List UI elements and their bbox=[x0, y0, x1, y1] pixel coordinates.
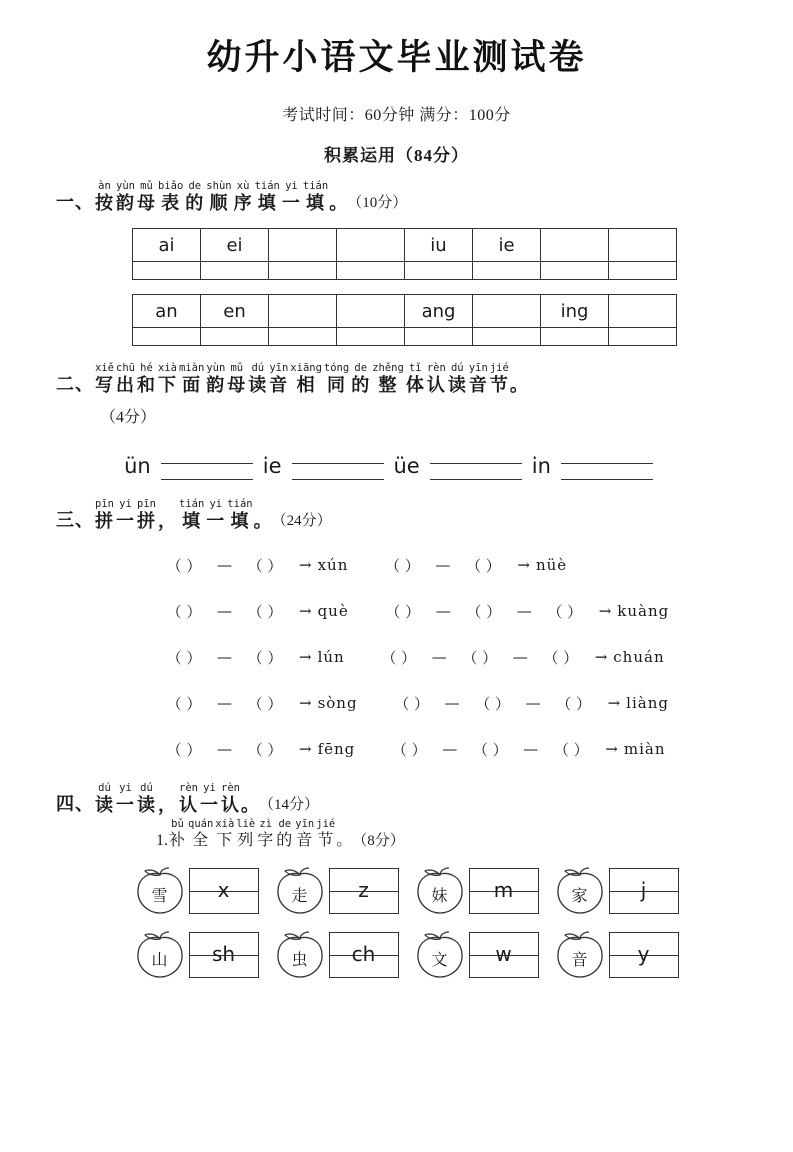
question-1 bbox=[0, 180, 793, 346]
table-cell[interactable] bbox=[473, 328, 541, 346]
question-3-period: 。 bbox=[253, 511, 272, 531]
apple-answer-pair bbox=[131, 866, 259, 916]
pinyin: de bbox=[278, 818, 292, 830]
table-cell[interactable] bbox=[337, 295, 405, 328]
question-3-rows bbox=[56, 542, 753, 772]
dash: — bbox=[217, 694, 232, 712]
apple-answer-pair bbox=[271, 866, 399, 916]
hanzi: 拼 bbox=[95, 511, 114, 531]
hanzi: 读 bbox=[248, 375, 268, 395]
hanzi: 韵 bbox=[206, 375, 226, 395]
pinyin: xiāng bbox=[290, 362, 322, 374]
spelling-row bbox=[156, 680, 753, 726]
question-1-number: 一、 bbox=[56, 192, 94, 212]
page-title: 幼升小语文毕业测试卷 bbox=[206, 37, 587, 78]
hanzi: 填 bbox=[182, 511, 202, 531]
dash: — bbox=[217, 648, 232, 666]
answer-box[interactable] bbox=[469, 932, 539, 978]
vowel-table-2 bbox=[132, 294, 677, 346]
hanzi: 的 bbox=[185, 193, 205, 213]
arrow-icon: → bbox=[607, 694, 621, 712]
table-cell[interactable] bbox=[405, 328, 473, 346]
apple-character: 妹 bbox=[431, 887, 448, 905]
question-1-ruby-text bbox=[94, 180, 329, 214]
hanzi: ， bbox=[158, 511, 177, 531]
apple-character: 家 bbox=[571, 887, 588, 905]
question-2-number: 二、 bbox=[56, 374, 94, 394]
pinyin: yùn bbox=[116, 180, 135, 192]
arrow-icon: → bbox=[605, 740, 618, 758]
blank-paren[interactable]: （ ） bbox=[556, 694, 591, 713]
question-3-heading bbox=[56, 498, 753, 532]
pinyin: yi bbox=[209, 498, 223, 510]
hanzi: 按 bbox=[95, 193, 114, 213]
table-cell[interactable]: ai bbox=[133, 229, 201, 262]
hanzi: 填 bbox=[306, 193, 326, 213]
pinyin: de bbox=[354, 362, 368, 374]
answer-box[interactable] bbox=[329, 932, 399, 978]
hanzi: 顺 bbox=[209, 193, 229, 213]
answer-box[interactable] bbox=[609, 868, 679, 914]
apple-answer-pair bbox=[411, 866, 539, 916]
pinyin: shùn bbox=[206, 180, 232, 192]
blank-paren[interactable]: （ ） bbox=[466, 602, 502, 621]
blank-paren[interactable]: （ ） bbox=[384, 556, 420, 575]
table-cell[interactable]: ang bbox=[405, 295, 473, 328]
pinyin: mǔ bbox=[140, 180, 153, 192]
question-4 bbox=[0, 782, 793, 980]
hanzi: 一 bbox=[281, 193, 301, 213]
hanzi: 一 bbox=[200, 795, 219, 815]
pinyin: rèn bbox=[221, 782, 240, 794]
pinyin: tóng bbox=[323, 362, 350, 374]
apple-character: 走 bbox=[291, 887, 308, 905]
apple-character: 音 bbox=[571, 951, 588, 969]
hanzi: 全 bbox=[192, 832, 210, 849]
pinyin: chū bbox=[116, 362, 135, 374]
table-cell[interactable] bbox=[201, 328, 269, 346]
apple-answer-pair bbox=[551, 930, 679, 980]
hanzi: 认 bbox=[179, 795, 198, 815]
answer-box[interactable] bbox=[329, 868, 399, 914]
hanzi: 同 bbox=[327, 375, 347, 395]
table-cell[interactable]: ei bbox=[201, 229, 269, 262]
dash: — bbox=[435, 602, 451, 620]
hanzi: 列 bbox=[237, 832, 255, 849]
apple-icon bbox=[131, 930, 189, 980]
apple-answer-pair bbox=[411, 930, 539, 980]
answer-blank[interactable] bbox=[161, 449, 253, 480]
table-row bbox=[133, 262, 677, 280]
table-cell[interactable] bbox=[133, 328, 201, 346]
question-3-score: （24分） bbox=[271, 513, 332, 529]
arrow-icon: → bbox=[299, 556, 312, 574]
question-4-score: （14分） bbox=[259, 797, 320, 813]
dash: — bbox=[435, 556, 451, 574]
pinyin: xià bbox=[158, 362, 177, 374]
pinyin: dú bbox=[98, 782, 111, 794]
apple-icon bbox=[551, 930, 609, 980]
apple-row-2 bbox=[56, 930, 753, 980]
table-cell[interactable]: iu bbox=[405, 229, 473, 262]
hanzi: 节 bbox=[317, 832, 335, 849]
answer-text: y bbox=[637, 942, 650, 966]
pinyin: pīn bbox=[95, 498, 114, 510]
sub-question-period: 。 bbox=[336, 832, 353, 849]
blank-paren[interactable]: （ ） bbox=[247, 556, 283, 575]
question-4-number: 四、 bbox=[56, 794, 94, 814]
dash: — bbox=[217, 556, 232, 574]
pinyin: xià bbox=[215, 818, 235, 830]
hanzi: 和 bbox=[137, 375, 156, 395]
sub-question-score: （8分） bbox=[352, 833, 405, 849]
apple-character: 文 bbox=[431, 951, 448, 969]
hanzi: 字 bbox=[257, 832, 275, 849]
hanzi: 面 bbox=[182, 375, 202, 395]
question-2-period: 。 bbox=[509, 375, 528, 395]
pinyin: jié bbox=[489, 362, 509, 374]
hanzi: 读 bbox=[95, 795, 114, 815]
arrow-icon: → bbox=[517, 556, 530, 574]
dash: — bbox=[512, 648, 528, 666]
dash: — bbox=[444, 694, 460, 712]
answer-blank[interactable] bbox=[561, 449, 653, 480]
pinyin: tǐ bbox=[408, 362, 422, 374]
spelling-row bbox=[156, 726, 753, 772]
answer-text: j bbox=[640, 878, 647, 902]
hanzi: 体 bbox=[405, 375, 425, 395]
hanzi: 出 bbox=[116, 375, 135, 395]
table-cell[interactable] bbox=[473, 262, 541, 280]
target-syllable: chuán bbox=[613, 648, 665, 666]
arrow-icon: → bbox=[594, 648, 608, 666]
arrow-icon: → bbox=[299, 648, 312, 666]
pinyin: zhěng bbox=[372, 362, 404, 374]
blank-paren[interactable]: （ ） bbox=[394, 694, 429, 713]
table-cell[interactable]: en bbox=[201, 295, 269, 328]
hanzi: 一 bbox=[116, 511, 135, 531]
question-3-ruby-text bbox=[94, 498, 254, 532]
hanzi: 读 bbox=[137, 795, 156, 815]
hanzi: 写 bbox=[95, 375, 114, 395]
hanzi: 拼 bbox=[137, 511, 156, 531]
pinyin: tián bbox=[227, 498, 253, 510]
answer-text: w bbox=[495, 942, 512, 966]
question-4-period: 。 bbox=[241, 795, 259, 815]
blank-paren[interactable]: （ ） bbox=[381, 648, 417, 667]
apple-icon bbox=[271, 866, 329, 916]
question-2-ruby-text bbox=[94, 362, 510, 396]
table-cell[interactable] bbox=[609, 328, 677, 346]
dash: — bbox=[431, 648, 447, 666]
blank-paren[interactable]: （ ） bbox=[166, 602, 202, 621]
hanzi: 的 bbox=[276, 832, 294, 849]
spelling-row bbox=[156, 542, 753, 588]
table-cell[interactable] bbox=[337, 328, 405, 346]
question-1-period: 。 bbox=[329, 193, 348, 213]
apple-answer-pair bbox=[131, 930, 259, 980]
blank-paren[interactable]: （ ） bbox=[166, 648, 202, 667]
answer-box[interactable] bbox=[189, 932, 259, 978]
apple-character: 虫 bbox=[291, 951, 308, 969]
apple-icon bbox=[411, 930, 469, 980]
hanzi: 读 bbox=[447, 375, 467, 395]
question-4-sub-1-heading bbox=[56, 818, 753, 852]
blank-paren[interactable]: （ ） bbox=[475, 694, 510, 713]
pinyin: mǔ bbox=[230, 362, 244, 374]
hanzi: 填 bbox=[230, 511, 250, 531]
apple-icon bbox=[271, 930, 329, 980]
blank-paren[interactable]: （ ） bbox=[247, 740, 283, 759]
hanzi: 一 bbox=[206, 511, 226, 531]
hanzi: 音 bbox=[296, 832, 314, 849]
question-3-number: 三、 bbox=[56, 510, 94, 530]
answer-box[interactable] bbox=[469, 868, 539, 914]
pinyin: yùn bbox=[206, 362, 226, 374]
dash: — bbox=[523, 740, 539, 758]
dash: — bbox=[516, 602, 532, 620]
table-cell[interactable] bbox=[269, 229, 337, 262]
target-syllable: sòng bbox=[317, 694, 358, 712]
pinyin: dú bbox=[251, 362, 265, 374]
blank-paren[interactable]: （ ） bbox=[553, 740, 589, 759]
table-cell[interactable] bbox=[541, 229, 609, 262]
question-2-heading bbox=[56, 362, 753, 396]
hanzi: 下 bbox=[158, 375, 177, 395]
dash: — bbox=[442, 740, 458, 758]
apple-icon bbox=[551, 866, 609, 916]
apple-answer-pair bbox=[271, 930, 399, 980]
table-cell[interactable] bbox=[473, 295, 541, 328]
answer-text: sh bbox=[211, 942, 236, 966]
hanzi: 填 bbox=[257, 193, 277, 213]
pinyin: dú bbox=[450, 362, 464, 374]
sub-question-index: 1. bbox=[156, 832, 168, 849]
hanzi: 表 bbox=[161, 193, 181, 213]
answer-box[interactable] bbox=[189, 868, 259, 914]
pinyin: xiě bbox=[95, 362, 114, 374]
vowel-label: in bbox=[531, 454, 551, 478]
table-row bbox=[133, 328, 677, 346]
table-cell[interactable] bbox=[541, 262, 609, 280]
pinyin: tián bbox=[302, 180, 329, 192]
target-syllable: lún bbox=[317, 648, 345, 666]
pinyin: yi bbox=[119, 782, 132, 794]
pinyin: dú bbox=[140, 782, 153, 794]
blank-paren[interactable]: （ ） bbox=[465, 556, 501, 575]
hanzi: 相 bbox=[296, 375, 316, 395]
target-syllable: xún bbox=[317, 556, 349, 574]
pinyin: hé bbox=[140, 362, 153, 374]
pinyin: tián bbox=[254, 180, 280, 192]
hanzi: 认 bbox=[221, 795, 240, 815]
pinyin: rèn bbox=[179, 782, 198, 794]
hanzi: 补 bbox=[169, 832, 187, 849]
pinyin: jié bbox=[316, 818, 336, 830]
vowel-label: üe bbox=[393, 454, 420, 478]
pinyin: xù bbox=[236, 180, 250, 192]
vowel-label: ün bbox=[124, 454, 151, 478]
table-cell[interactable] bbox=[269, 295, 337, 328]
hanzi: 母 bbox=[227, 375, 247, 395]
table-cell[interactable] bbox=[609, 262, 677, 280]
question-2-score: （4分） bbox=[100, 409, 157, 426]
apple-icon bbox=[411, 866, 469, 916]
pinyin: quán bbox=[188, 818, 214, 830]
table-cell[interactable]: an bbox=[133, 295, 201, 328]
table-row bbox=[133, 295, 677, 328]
pinyin: yi bbox=[119, 498, 132, 510]
table-row bbox=[133, 229, 677, 262]
blank-paren[interactable]: （ ） bbox=[247, 648, 283, 667]
table-cell[interactable] bbox=[269, 262, 337, 280]
target-syllable: liàng bbox=[626, 694, 669, 712]
hanzi: 节 bbox=[489, 375, 509, 395]
pinyin: miàn bbox=[179, 362, 205, 374]
table-cell[interactable] bbox=[405, 262, 473, 280]
hanzi: 整 bbox=[378, 375, 398, 395]
section-heading: 积累运用（84分） bbox=[324, 146, 469, 165]
target-syllable: kuàng bbox=[617, 602, 670, 620]
blank-paren[interactable]: （ ） bbox=[547, 602, 583, 621]
pinyin: yīn bbox=[269, 362, 289, 374]
table-cell[interactable] bbox=[609, 295, 677, 328]
blank-paren[interactable]: （ ） bbox=[472, 740, 508, 759]
blank-paren[interactable]: （ ） bbox=[462, 648, 498, 667]
exam-info: 考试时间：60分钟 满分：100分 bbox=[282, 107, 511, 124]
answer-text: x bbox=[217, 878, 230, 902]
hanzi: 音 bbox=[269, 375, 289, 395]
answer-box[interactable] bbox=[609, 932, 679, 978]
answer-blank[interactable] bbox=[292, 449, 384, 480]
blank-paren[interactable]: （ ） bbox=[247, 602, 283, 621]
hanzi: 音 bbox=[468, 375, 488, 395]
arrow-icon: → bbox=[299, 602, 312, 620]
blank-paren[interactable]: （ ） bbox=[166, 694, 202, 713]
apple-character: 雪 bbox=[151, 887, 168, 905]
question-2 bbox=[0, 362, 793, 480]
question-4-ruby-text bbox=[94, 782, 241, 816]
pinyin: rèn bbox=[426, 362, 446, 374]
dash: — bbox=[525, 694, 541, 712]
spelling-row bbox=[156, 634, 753, 680]
sub-question-ruby-text bbox=[168, 818, 336, 852]
hanzi: 序 bbox=[233, 193, 253, 213]
table-cell[interactable] bbox=[201, 262, 269, 280]
vowel-table-1 bbox=[132, 228, 677, 280]
apple-icon bbox=[131, 866, 189, 916]
pinyin: biǎo bbox=[158, 180, 184, 192]
table-cell[interactable] bbox=[541, 328, 609, 346]
apple-row-1 bbox=[56, 866, 753, 916]
arrow-icon: → bbox=[598, 602, 612, 620]
question-3 bbox=[0, 498, 793, 772]
table-cell[interactable] bbox=[609, 229, 677, 262]
pinyin: pīn bbox=[137, 498, 156, 510]
pinyin: àn bbox=[98, 180, 111, 192]
pinyin: yi bbox=[203, 782, 216, 794]
target-syllable: què bbox=[317, 602, 349, 620]
pinyin: yīn bbox=[468, 362, 488, 374]
answer-blank[interactable] bbox=[430, 449, 522, 480]
hanzi: 认 bbox=[426, 375, 446, 395]
table-cell[interactable] bbox=[133, 262, 201, 280]
exam-page bbox=[0, 30, 793, 1152]
answer-text: m bbox=[493, 878, 514, 902]
pinyin: de bbox=[188, 180, 202, 192]
target-syllable: miàn bbox=[623, 740, 666, 758]
table-cell[interactable]: ing bbox=[541, 295, 609, 328]
table-cell[interactable] bbox=[337, 229, 405, 262]
hanzi: 下 bbox=[216, 832, 234, 849]
table-cell[interactable]: ie bbox=[473, 229, 541, 262]
arrow-icon: → bbox=[299, 694, 312, 712]
hanzi: 韵 bbox=[116, 193, 135, 213]
spelling-row bbox=[156, 588, 753, 634]
pinyin: bǔ bbox=[171, 818, 184, 830]
apple-character: 山 bbox=[151, 951, 168, 969]
hanzi: 母 bbox=[137, 193, 156, 213]
question-4-heading bbox=[56, 782, 753, 816]
arrow-icon: → bbox=[299, 740, 312, 758]
hanzi: ， bbox=[158, 795, 177, 815]
answer-text: z bbox=[358, 878, 369, 902]
dash: — bbox=[217, 602, 232, 620]
pinyin: yīn bbox=[295, 818, 315, 830]
pinyin: liè bbox=[236, 818, 256, 830]
target-syllable: nüè bbox=[535, 556, 568, 574]
blank-paren[interactable]: （ ） bbox=[247, 694, 283, 713]
blank-paren[interactable]: （ ） bbox=[166, 740, 202, 759]
answer-text: ch bbox=[351, 942, 376, 966]
question-1-heading bbox=[56, 180, 753, 214]
vowel-label: ie bbox=[262, 454, 282, 478]
question-1-score: （10分） bbox=[347, 195, 408, 211]
question-2-answer-row bbox=[56, 449, 753, 480]
hanzi: 的 bbox=[351, 375, 371, 395]
table-cell[interactable] bbox=[337, 262, 405, 280]
pinyin: tián bbox=[179, 498, 205, 510]
pinyin: zì bbox=[259, 818, 273, 830]
apple-answer-pair bbox=[551, 866, 679, 916]
table-cell[interactable] bbox=[269, 328, 337, 346]
blank-paren[interactable]: （ ） bbox=[166, 556, 202, 575]
hanzi: 一 bbox=[116, 795, 135, 815]
target-syllable: fēng bbox=[317, 740, 356, 758]
pinyin: yi bbox=[285, 180, 298, 192]
blank-paren[interactable]: （ ） bbox=[391, 740, 427, 759]
blank-paren[interactable]: （ ） bbox=[543, 648, 579, 667]
blank-paren[interactable]: （ ） bbox=[385, 602, 421, 621]
dash: — bbox=[217, 740, 232, 758]
